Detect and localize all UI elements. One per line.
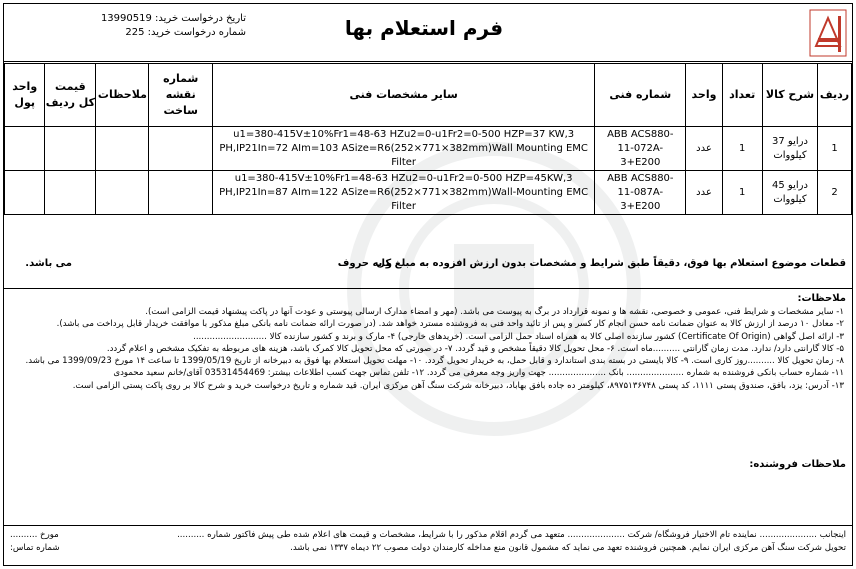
col-header-description: شرح کالا (762, 64, 817, 127)
request-info (96, 12, 246, 40)
item-specs: u1=380-415V±10%Fr1=48-63 HZu2=0-u1Fr2=0-500 HZP=37 KW,3 PH,IP21In=72 AIm=103 ASize=R6(252×771×382mm)Wall Mounting EMC Filter (213, 127, 595, 171)
total-sentence-part1: قطعات موضوع استعلام بها فوق، دقیقاً طبق شرایط و مشخصات بدون ارزش افزوده به مبلغ کل (376, 258, 846, 269)
col-header-tech-no: شماره فنی (595, 64, 686, 127)
inquiry-form (3, 3, 853, 566)
item-currency[interactable] (5, 171, 45, 215)
item-unit: عدد (686, 171, 722, 215)
note-item: ۳- ارائه اصل گواهی (Certificate Of Origin) کشور سازنده اصلی کالا به همراه اسناد حمل الزامی است. (خریدهای خارجی) ۴- مارک و برند و کشور سازنده کالا ........................... (193, 331, 844, 342)
item-specs: u1=380-415V±10%Fr1=48-63 HZu2=0-u1Fr2=0-500 HZP=45KW,3 PH,IP21In=87 AIm=122 ASize=R6(252×771×382mm)Wall-Mounting EMC Filter (213, 171, 595, 215)
commitment-line-2: تحویل شرکت سنگ آهن مرکزی ایران نمایم. همچنین فروشنده تعهد می نماید که مشمول قانون منع مداخله کارمندان دولت مصوب ۲۲ دیماه ۱۳۳۷ نمی باشد. (290, 543, 846, 553)
table-row (5, 127, 852, 171)
note-item: ۱- سایر مشخصات و شرایط فنی، عمومی و خصوصی، نقشه ها و نمونه قرارداد در برگ به پیوست می باشد. (مهر و امضاء مدارک ارسالی پیوستی و عودت آنها در پاکت پیشنهاد قیمت الزامی است). (145, 307, 844, 317)
col-header-drawing-no: شماره نقشه ساخت (149, 64, 213, 127)
item-total-price[interactable] (45, 171, 96, 215)
total-amount-line (4, 252, 852, 272)
item-drawing-no[interactable] (149, 127, 213, 171)
contact-number-label: شماره تماس: (10, 543, 60, 553)
col-header-remarks: ملاحظات (96, 64, 149, 127)
note-item: ۲- معادل ۱۰ درصد از ارزش کالا به عنوان ضمانت نامه حسن انجام کار کسر و پس از تائید واحد فنی به فروشنده مسترد خواهد شد. (در صورت ارائه ضمانت نامه بانکی مبلغ مذکور با موافقت خریدار قابل پرداخت می باشد). (56, 319, 844, 330)
commitment-date: مورخ .......... (10, 530, 59, 540)
note-item: ۱۳- آدرس: یزد، بافق، صندوق پستی ۱۱۱۱، کد پستی ۸۹۷۵۱۳۶۷۴۸، کیلومتر ده جاده بافق بهاباد، دبیرخانه شرکت سنگ آهن مرکزی ایران. قید شماره و تاریخ درخواست خرید و شرح کالا بر روی پاکت پستی الزامی است. (72, 380, 844, 391)
footer-commitment (4, 527, 852, 567)
commitment-line-1: اینجانب ..................... نماینده تام الاختیار فروشگاه/ شرکت ..................... متعهد می گردم اقلام مذکور را با شرایط، مشخصات و قیمت های اعلام شده طی پیش فاکتور شماره .......... (177, 530, 846, 540)
seller-notes-title: ملاحظات فروشنده: (749, 459, 846, 470)
notes-list (12, 306, 844, 392)
item-remarks[interactable] (96, 127, 149, 171)
table-row (5, 171, 852, 215)
total-sentence-part3: می باشد. (25, 258, 72, 269)
purchase-date-label: تاریخ درخواست خرید: (155, 13, 246, 24)
item-tech-no: ABB ACS880-11-087A-3+E200 (595, 171, 686, 215)
company-logo-icon (808, 8, 848, 58)
item-quantity: 1 (722, 171, 762, 215)
row-number: 1 (818, 127, 852, 171)
notes-title: ملاحظات: (797, 293, 846, 304)
item-description: درایو 37 کیلووات (762, 127, 817, 171)
item-quantity: 1 (722, 127, 762, 171)
col-header-unit: واحد (686, 64, 722, 127)
item-remarks[interactable] (96, 171, 149, 215)
notes-section (4, 288, 852, 526)
col-header-currency: واحد پول (5, 64, 45, 127)
note-item: ۱۱- شماره حساب بانکی فروشنده به شماره ..................... بانک ..................... جهت واریز وجه معرفی می گردد. ۱۲- تلفن تماس جهت کسب اطلاعات بیشتر: 03531454469 آقای/خانم سعید محمودی (113, 368, 844, 379)
note-item: ۸- زمان تحویل کالا ..........روز کاری است. ۹- کالا بایستی در بسته بندی استاندارد و قابل حمل، به خریدار تحویل گردد. ۱۰- مهلت تحویل استعلام بها فوق به دبیرخانه از تاریخ 1399/05/19 تا ساعت ۱۴ مورخ 1399/09/23 می باشد. (25, 356, 844, 367)
note-item: ۵- کالا گارانتی دارد/ ندارد. مدت زمان گارانتی ..........ماه است. ۶- محل تحویل کالا دقیقاً مشخص و قید گردد. ۷- در صورتی که محل تحویل کالا کمرک باشد، هزینه های مربوطه به تفکیک مشخص و اعلام گردد. (106, 343, 844, 354)
items-table (4, 63, 852, 215)
total-sentence-part2: و به حروف (337, 258, 392, 269)
request-number-label: شماره درخواست خرید: (147, 27, 246, 38)
item-description: درایو 45 کیلووات (762, 171, 817, 215)
item-tech-no: ABB ACS880-11-072A-3+E200 (595, 127, 686, 171)
col-header-row: ردیف (818, 64, 852, 127)
col-header-total-price: قیمت کل ردیف (45, 64, 96, 127)
item-drawing-no[interactable] (149, 171, 213, 215)
item-total-price[interactable] (45, 127, 96, 171)
col-header-quantity: تعداد (722, 64, 762, 127)
row-number: 2 (818, 171, 852, 215)
request-number: 225 (125, 27, 145, 38)
form-title: فرم استعلام بها (344, 16, 504, 40)
purchase-date: 13990519 (100, 13, 152, 24)
item-unit: عدد (686, 127, 722, 171)
col-header-specs: سایر مشخصات فنی (213, 64, 595, 127)
form-header (4, 4, 852, 62)
table-header-row (5, 64, 852, 127)
item-currency[interactable] (5, 127, 45, 171)
